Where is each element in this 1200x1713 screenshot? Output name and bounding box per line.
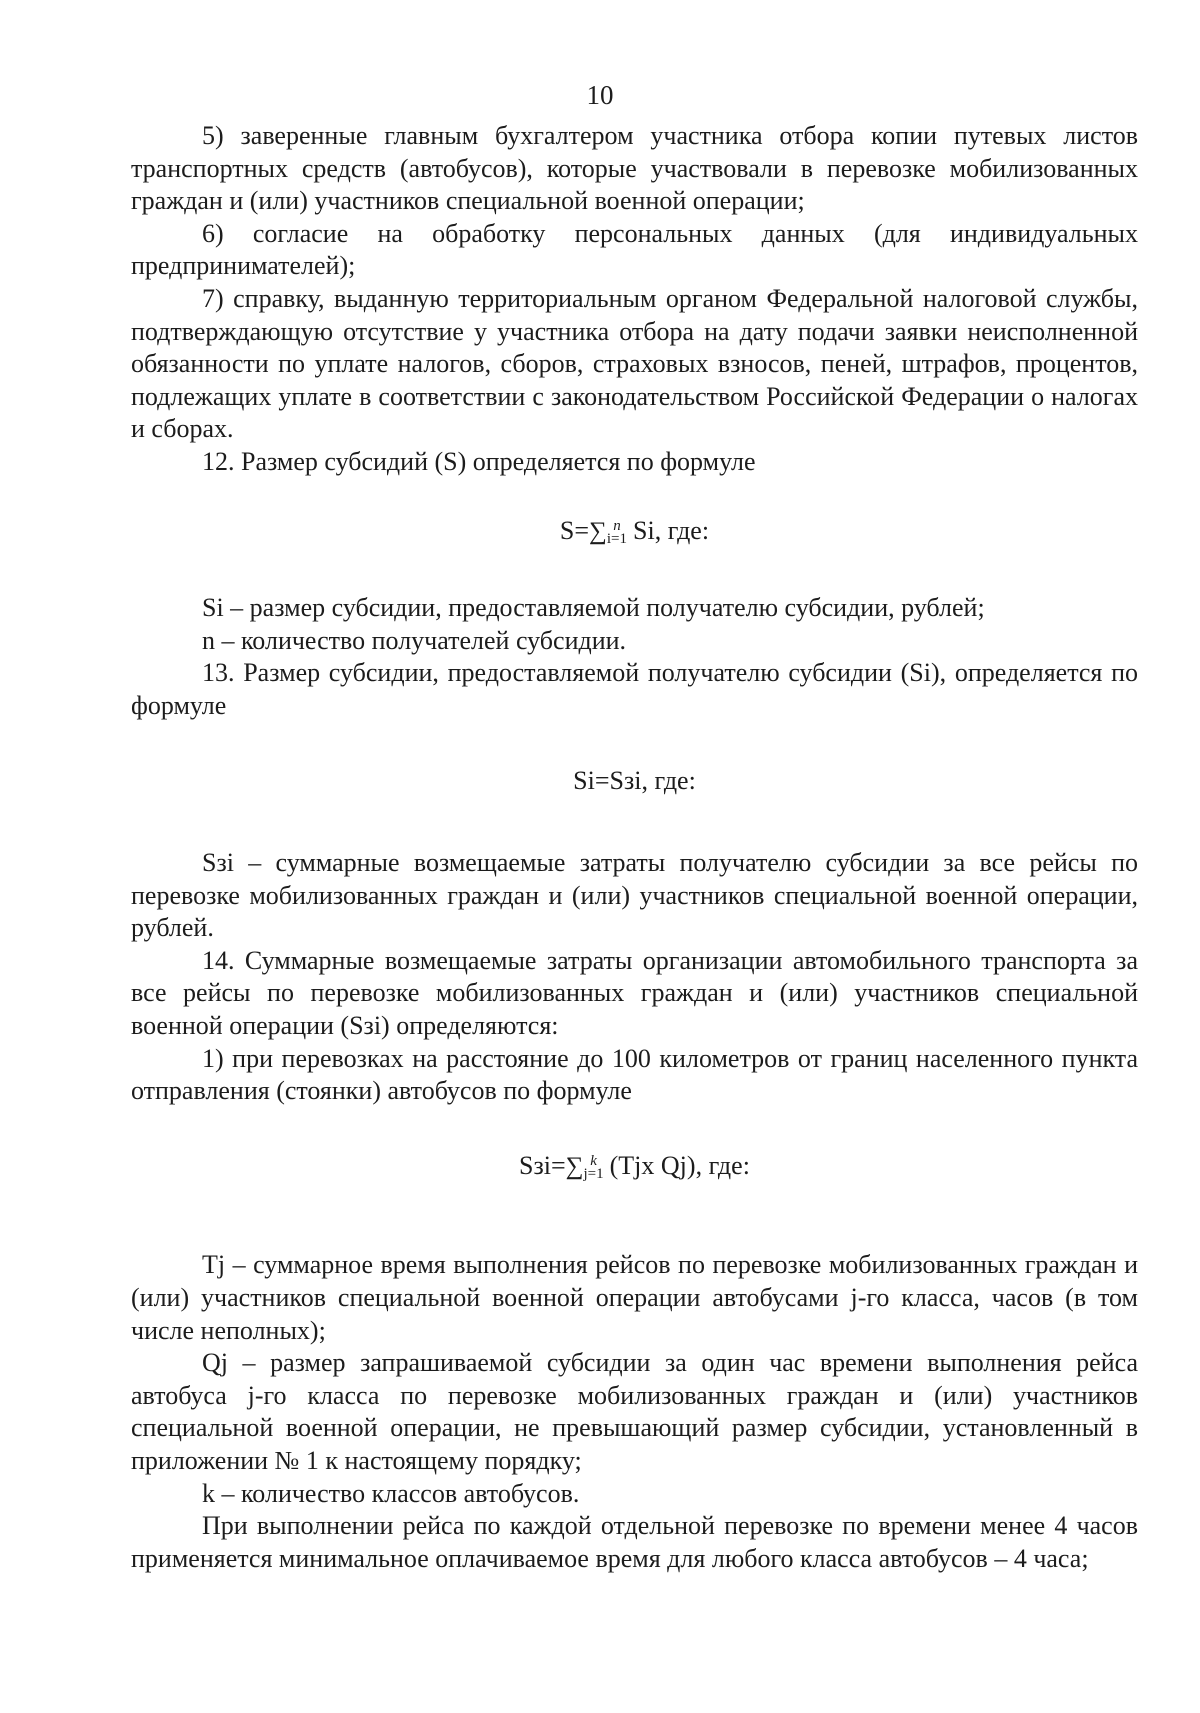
definition-si: Si – размер субсидии, предоставляемой получателю субсидии, рублей; [202, 593, 985, 623]
sum-symbol: ∑ [589, 517, 607, 545]
page-number: 10 [586, 80, 614, 110]
sum-lower-limit: j=1 [583, 1165, 604, 1182]
paragraph-subitem-1: 1) при перевозках на расстояние до 100 километров от границ населенного пункта отправления (стоянки) автобусов по формуле [131, 1043, 1138, 1106]
formula-si: Si=Sзi, где: [573, 765, 696, 795]
definition-k: k – количество классов автобусов. [202, 1478, 580, 1508]
paragraph-section-14: 14. Суммарные возмещаемые затраты организации автомобильного транспорта за все рейсы по перевозке мобилизованных граждан и (или) участников специальной военной операции (Sзi) определяются: [131, 945, 1138, 1041]
definition-qj: Qj – размер запрашиваемой субсидии за один час времени выполнения рейса автобуса j-го класса по перевозке мобилизованных граждан и (или) участников специальной военной операции, не превышающий размер субсидии, установленный в приложении № 1 к настоящему порядку; [131, 1348, 1138, 1475]
sum-limits [606, 517, 628, 547]
paragraph-item-7: 7) справку, выданную территориальным органом Федеральной налоговой службы, подтверждающую отсутствие у участника отбора на дату подачи заявки неисполненной обязанности по уплате налогов, сборов, страховых взносов, пеней, штрафов, процентов, подлежащих уплате в соответствии с законодательством Российской Федерации о налогах и сборах. [131, 283, 1138, 444]
definition-szi: Sзi – суммарные возмещаемые затраты получателю субсидии за все рейсы по перевозке мобилизованных граждан и (или) участников специальной военной операции, рублей. [131, 848, 1138, 943]
definition-tj: Tj – суммарное время выполнения рейсов по перевозке мобилизованных граждан и (или) участников специальной военной операции автобусами j-го класса, часов (в том числе неполных); [131, 1250, 1138, 1345]
formula-szi [131, 1150, 1138, 1184]
sum-lower-limit: i=1 [606, 530, 628, 547]
paragraph-item-6: 6) согласие на обработку персональных данных (для индивидуальных предпринимателей); [131, 218, 1138, 281]
formula-rhs: (Tjx Qj), где: [609, 1150, 750, 1180]
definition-n: n – количество получателей субсидии. [202, 625, 627, 655]
paragraph-section-12: 12. Размер субсидий (S) определяется по формуле [202, 446, 756, 476]
sum-symbol: ∑ [565, 1152, 584, 1180]
formula-rhs: Si, где: [633, 515, 710, 545]
sum-limits [583, 1152, 604, 1182]
formula-lhs: Sзi= [519, 1150, 566, 1180]
paragraph-section-13: 13. Размер субсидии, предоставляемой получателю субсидии (Si), определяется по формуле [131, 658, 1138, 720]
formula-total-subsidy [131, 515, 1138, 549]
formula-lhs: S= [559, 515, 590, 545]
paragraph-item-5: 5) заверенные главным бухгалтером участника отбора копии путевых листов транспортных средств (автобусов), которые участвовали в перевозке мобилизованных граждан и (или) участников специальной военной операции; [131, 121, 1138, 216]
paragraph-minimum-time: При выполнении рейса по каждой отдельной перевозке по времени менее 4 часов применяется минимальное оплачиваемое время для любого класса автобусов – 4 часа; [131, 1511, 1138, 1573]
sum-upper-limit: k [590, 1152, 597, 1169]
sum-upper-limit: n [613, 517, 621, 534]
document-body [131, 120, 1138, 1575]
